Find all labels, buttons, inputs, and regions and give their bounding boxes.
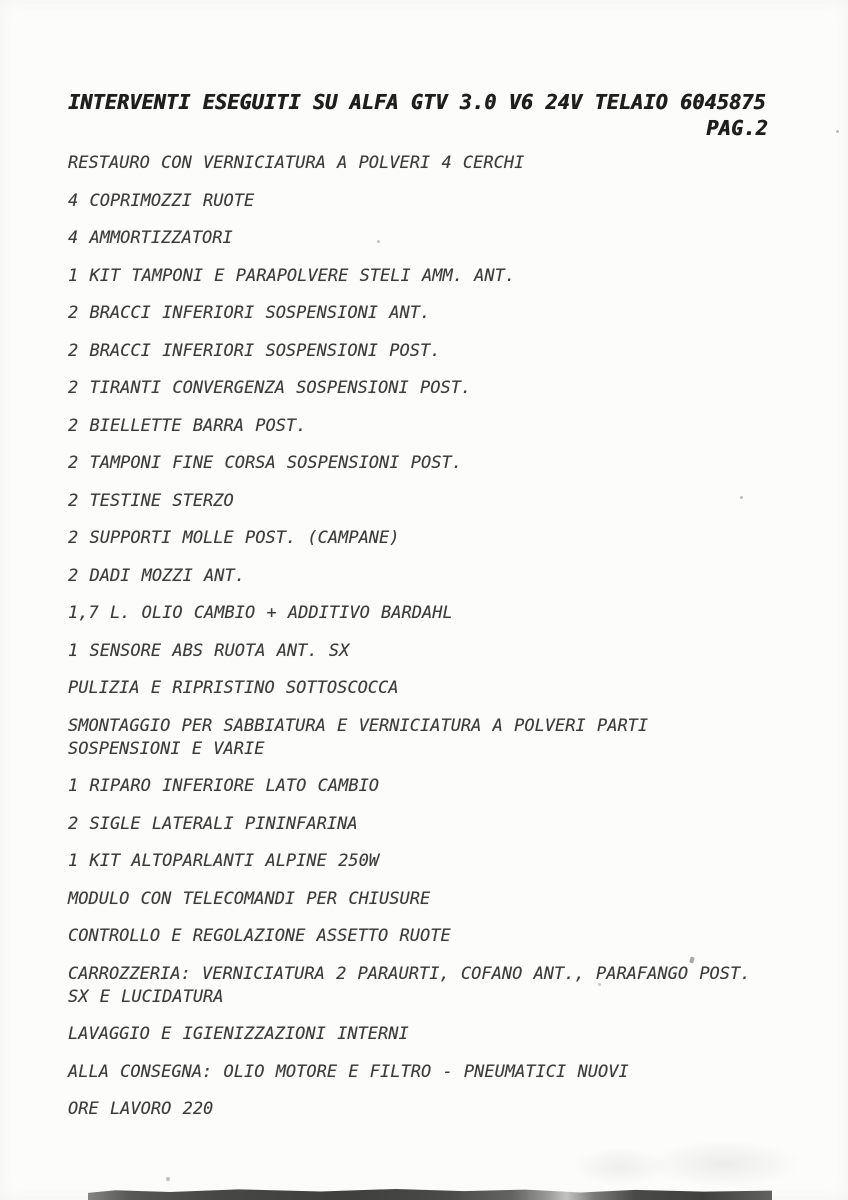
scan-speck	[836, 130, 839, 133]
document-line: 2 TIRANTI CONVERGENZA SOSPENSIONI POST.	[68, 378, 472, 398]
scan-speck	[166, 1177, 170, 1181]
document-line: ALLA CONSEGNA: OLIO MOTORE E FILTRO - PNEUMATICI NUOVI	[68, 1061, 629, 1082]
document-line: 1 SENSORE ABS RUOTA ANT. SX	[68, 640, 350, 661]
document-line: MODULO CON TELECOMANDI PER CHIUSURE	[68, 888, 431, 909]
intervention-list	[68, 152, 760, 1136]
document-line: LAVAGGIO E IGIENIZZAZIONI INTERNI	[68, 1024, 409, 1044]
document-line: 1 RIPARO INFERIORE LATO CAMBIO	[68, 776, 380, 796]
document-line: PULIZIA E RIPRISTINO SOTTOSCOCCA	[68, 678, 399, 698]
document-line: 2 SIGLE LATERALI PININFARINA	[68, 813, 358, 834]
document-header	[68, 90, 768, 140]
document-line: SMONTAGGIO PER SABBIATURA E VERNICIATURA A POLVERI PARTI SOSPENSIONI E VARIE	[68, 715, 649, 759]
document-line: 2 SUPPORTI MOLLE POST. (CAMPANE)	[68, 528, 400, 548]
document-line: 2 TESTINE STERZO	[68, 490, 234, 511]
document-line: RESTAURO CON VERNICIATURA A POLVERI 4 CERCHI	[68, 153, 525, 173]
document-line: 1 KIT TAMPONI E PARAPOLVERE STELI AMM. ANT.	[68, 265, 516, 286]
scan-speck	[598, 983, 601, 986]
document-line: 1,7 L. OLIO CAMBIO + ADDITIVO BARDAHL	[68, 603, 453, 623]
document-line: 2 DADI MOZZI ANT.	[68, 565, 245, 586]
page-number-label: PAG.2	[706, 116, 768, 140]
document-line: 2 BRACCI INFERIORI SOSPENSIONI POST.	[68, 340, 441, 361]
scan-speck	[740, 496, 743, 499]
document-line: 4 COPRIMOZZI RUOTE	[68, 190, 255, 211]
document-line: ORE LAVORO 220	[68, 1099, 214, 1119]
document-line: 4 AMMORTIZZATORI	[68, 228, 233, 248]
document-line: 2 BIELLETTE BARRA POST.	[68, 415, 307, 436]
document-title: INTERVENTI ESEGUITI SU ALFA GTV 3.0 V6 24V TELAIO 6045875	[68, 90, 766, 114]
document-line: 2 TAMPONI FINE CORSA SOSPENSIONI POST.	[68, 453, 462, 473]
document-line: 1 KIT ALTOPARLANTI ALPINE 250W	[68, 851, 380, 871]
document-line: CONTROLLO E REGOLAZIONE ASSETTO RUOTE	[68, 926, 451, 946]
document-line: CARROZZERIA: VERNICIATURA 2 PARAURTI, COFANO ANT., PARAFANGO POST. SX E LUCIDATURA	[68, 963, 751, 1007]
scan-smudge-artifact	[500, 1132, 800, 1190]
scan-speck	[377, 240, 380, 243]
document-line: 2 BRACCI INFERIORI SOSPENSIONI ANT.	[68, 303, 431, 323]
